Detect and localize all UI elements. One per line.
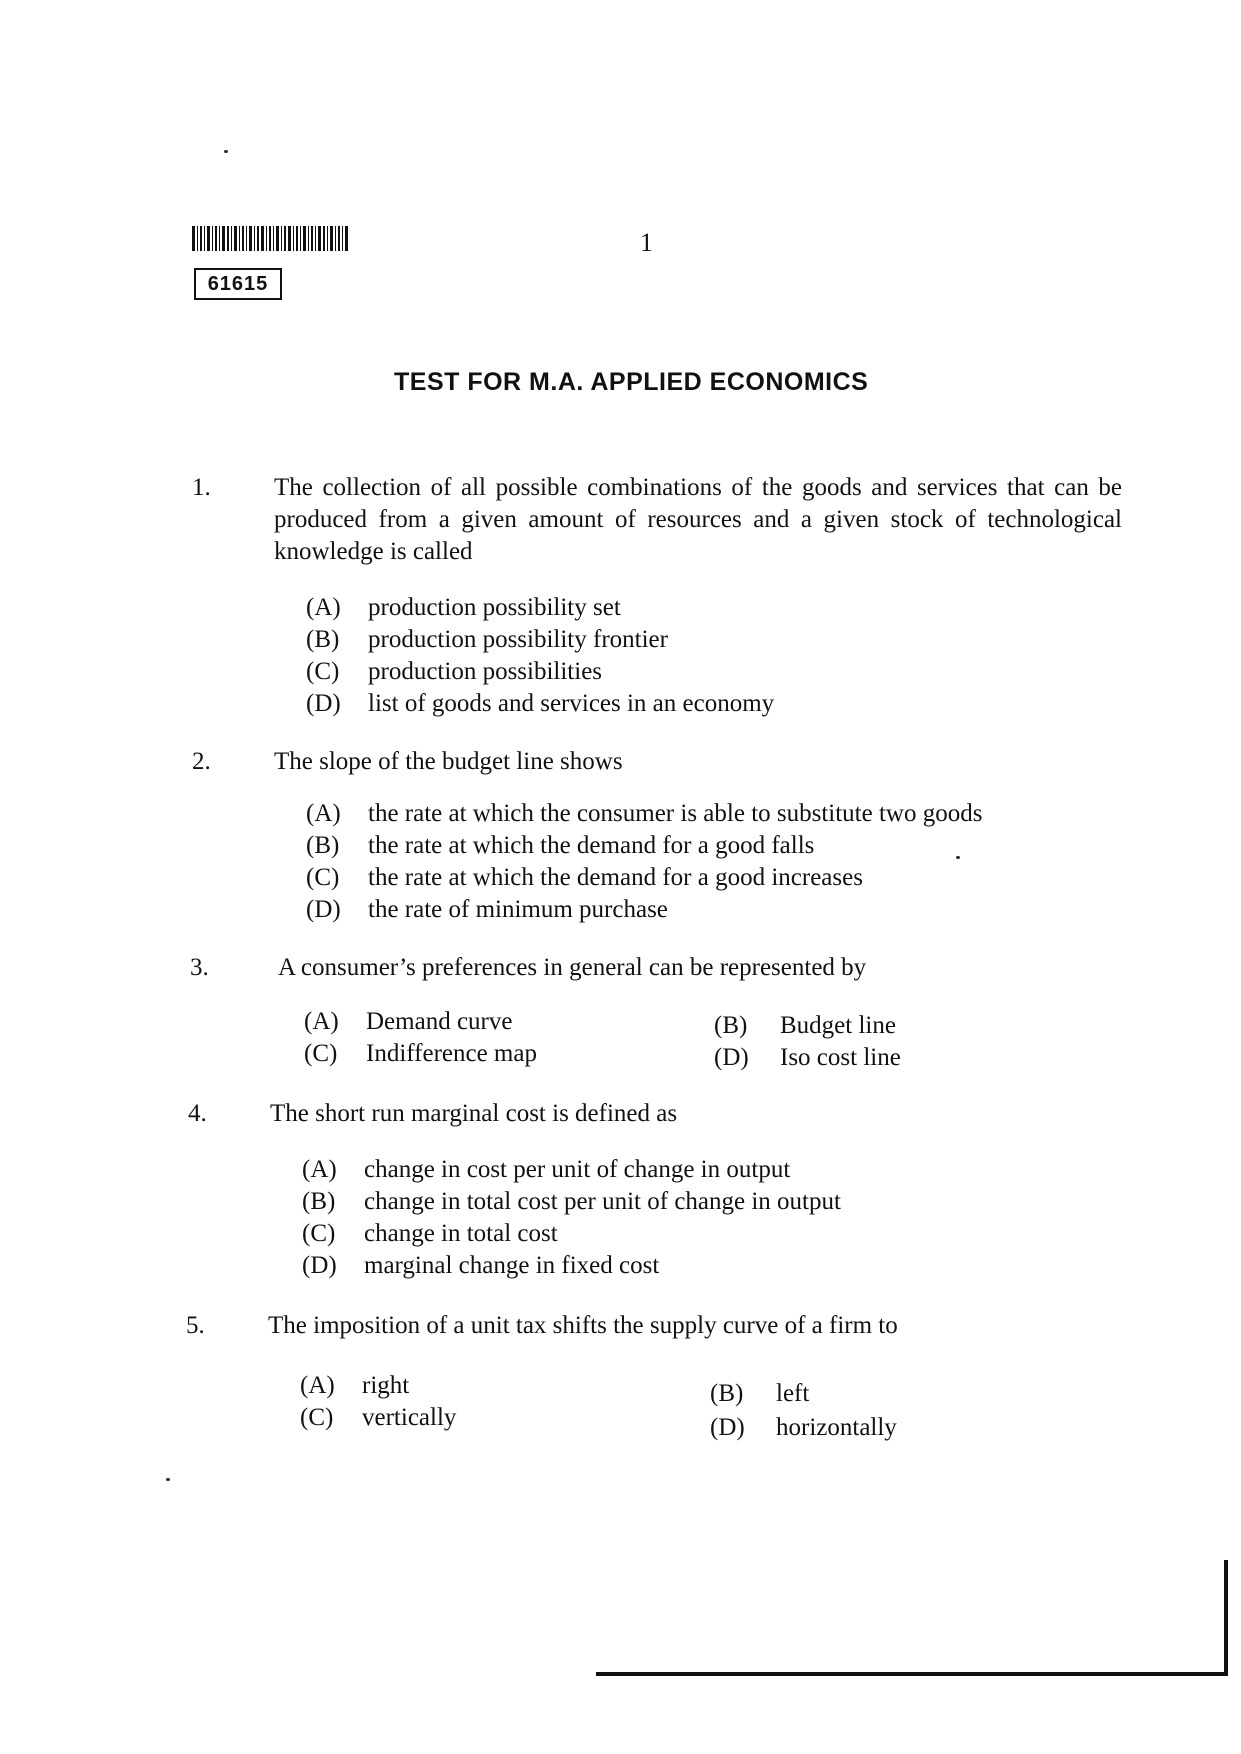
option-label: (B) <box>714 1012 748 1039</box>
option-3c <box>304 1038 537 1070</box>
option-4a <box>302 1154 790 1186</box>
option-text: marginal change in fixed cost <box>364 1252 660 1279</box>
option-text: production possibility set <box>368 594 621 621</box>
option-5a <box>300 1370 409 1402</box>
page-number: 1 <box>640 228 653 257</box>
option-text: vertically <box>362 1404 457 1431</box>
option-label: (B) <box>306 832 340 859</box>
option-2b <box>306 830 814 862</box>
option-label: (A) <box>300 1372 335 1399</box>
option-text: list of goods and services in an economy <box>368 690 775 717</box>
option-text: the rate at which the consumer is able to substitute two goods <box>368 800 983 827</box>
scan-edge-line <box>596 1672 1228 1676</box>
question-text: The slope of the budget line shows <box>274 748 623 775</box>
option-1c <box>306 656 602 688</box>
option-5b <box>710 1378 809 1410</box>
option-1d <box>306 688 774 720</box>
paper-code: 61615 <box>194 268 282 300</box>
option-label: (D) <box>302 1252 337 1279</box>
barcode <box>192 226 348 251</box>
scan-edge-line <box>1224 1560 1228 1676</box>
option-text: the rate at which the demand for a good falls <box>368 832 815 859</box>
option-label: (B) <box>710 1380 744 1407</box>
option-text: horizontally <box>776 1414 897 1441</box>
question-number: 4. <box>188 1100 207 1127</box>
question-text: The collection of all possible combinations of the goods and services that can be produced from a given amount of resources and a given stock of technological knowledge is called <box>274 474 1122 565</box>
option-label: (C) <box>300 1404 334 1431</box>
question-text: The imposition of a unit tax shifts the supply curve of a firm to <box>268 1312 898 1339</box>
option-4b <box>302 1186 841 1218</box>
option-label: (C) <box>306 658 340 685</box>
option-3b <box>714 1010 896 1042</box>
option-label: (D) <box>714 1044 749 1071</box>
option-text: right <box>362 1372 410 1399</box>
option-1b <box>306 624 668 656</box>
option-5c <box>300 1402 456 1434</box>
option-label: (A) <box>306 800 341 827</box>
option-3d <box>714 1042 901 1074</box>
option-label: (A) <box>304 1008 339 1035</box>
option-text: Iso cost line <box>780 1044 901 1071</box>
option-text: change in total cost per unit of change in output <box>364 1188 841 1215</box>
option-text: the rate at which the demand for a good increases <box>368 864 863 891</box>
option-text: change in total cost <box>364 1220 558 1247</box>
option-text: left <box>776 1380 810 1407</box>
question-number: 2. <box>192 748 211 775</box>
question-number: 3. <box>190 954 209 981</box>
option-label: (B) <box>306 626 340 653</box>
option-text: change in cost per unit of change in output <box>364 1156 791 1183</box>
option-text: Indifference map <box>366 1040 537 1067</box>
option-2a <box>306 798 982 830</box>
question-text: A consumer’s preferences in general can be represented by <box>278 954 867 981</box>
option-2c <box>306 862 863 894</box>
option-3a <box>304 1006 512 1038</box>
option-label: (D) <box>306 896 341 923</box>
option-label: (C) <box>306 864 340 891</box>
option-1a <box>306 592 621 624</box>
option-2d <box>306 894 668 926</box>
option-label: (D) <box>306 690 341 717</box>
option-text: Demand curve <box>366 1008 513 1035</box>
option-text: production possibility frontier <box>368 626 668 653</box>
question-text: The short run marginal cost is defined as <box>270 1100 678 1127</box>
page-title: TEST FOR M.A. APPLIED ECONOMICS <box>394 368 869 396</box>
scan-speck <box>956 856 960 859</box>
option-label: (B) <box>302 1188 336 1215</box>
option-4c <box>302 1218 558 1250</box>
option-label: (C) <box>304 1040 338 1067</box>
option-text: Budget line <box>780 1012 896 1039</box>
scan-speck <box>224 150 228 153</box>
option-4d <box>302 1250 659 1282</box>
option-text: the rate of minimum purchase <box>368 896 668 923</box>
scan-speck <box>166 1478 170 1481</box>
option-text: production possibilities <box>368 658 603 685</box>
question-number: 1. <box>192 474 211 501</box>
option-label: (A) <box>302 1156 337 1183</box>
question-number: 5. <box>186 1312 205 1339</box>
option-label: (D) <box>710 1414 745 1441</box>
option-5d <box>710 1412 897 1444</box>
option-label: (C) <box>302 1220 336 1247</box>
option-label: (A) <box>306 594 341 621</box>
